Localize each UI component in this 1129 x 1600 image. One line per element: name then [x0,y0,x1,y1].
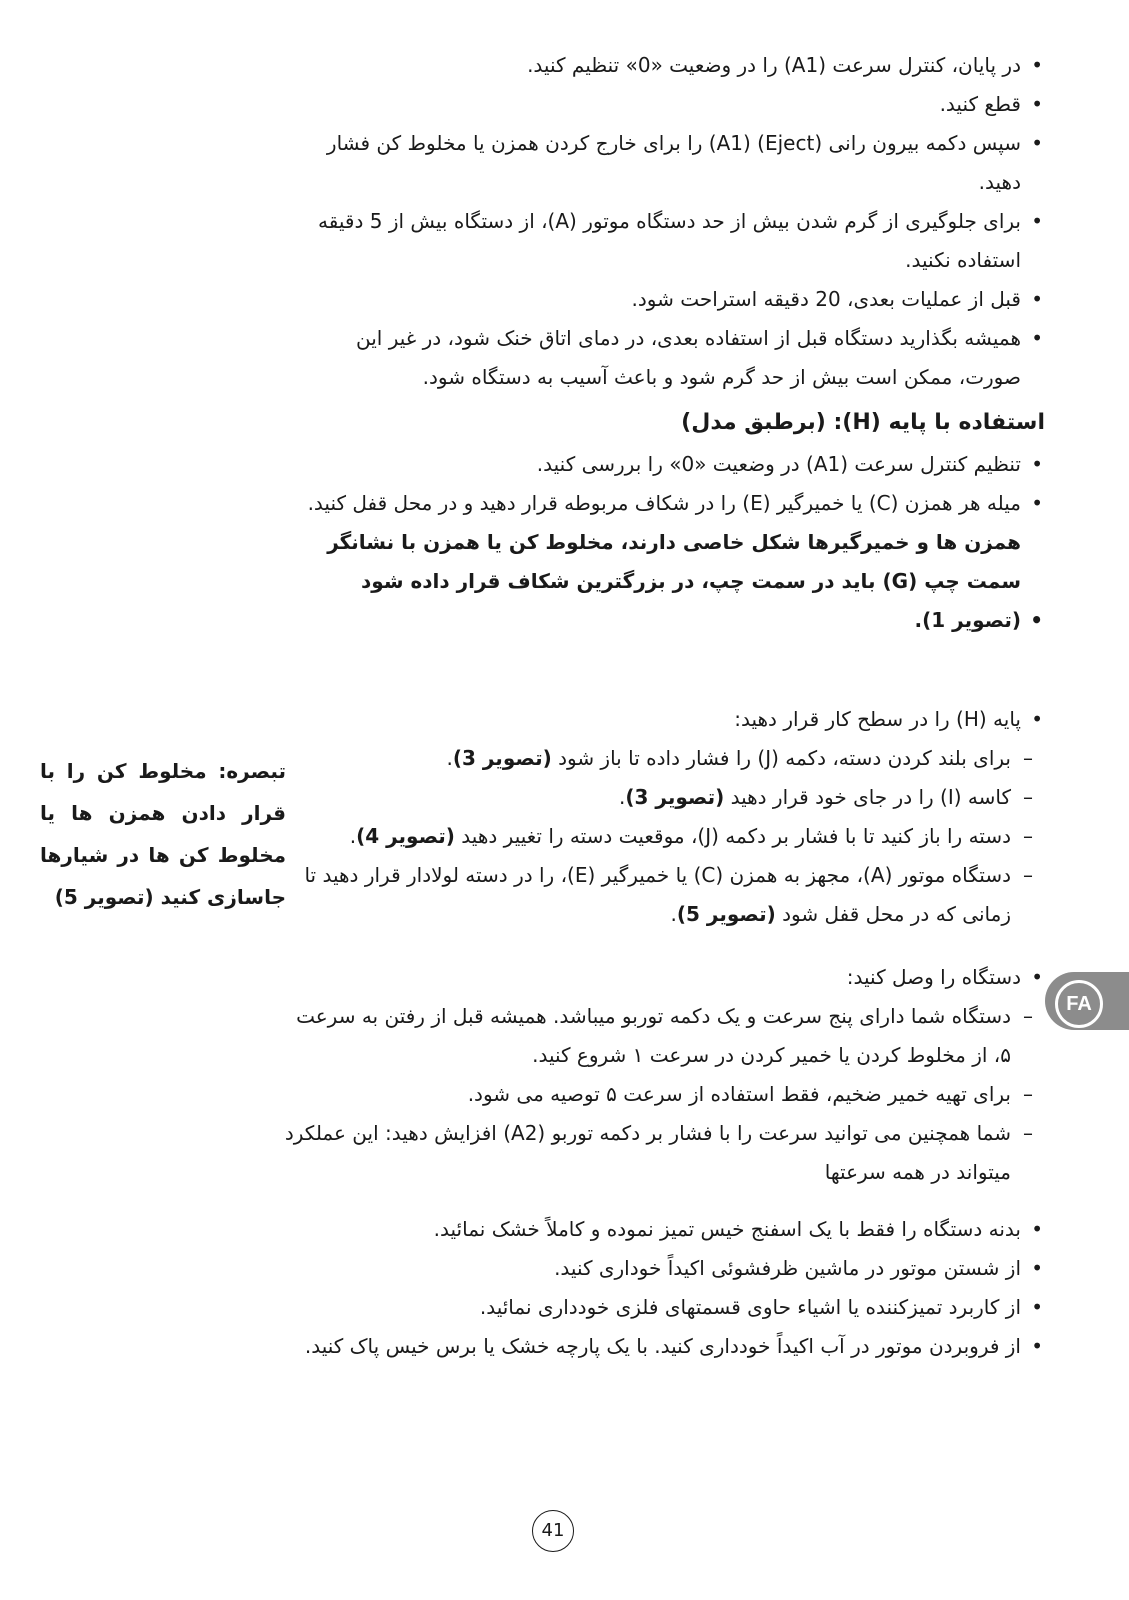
main-text-bottom [280,958,1045,1192]
list-item-end: . [446,746,453,770]
list-item: • در پایان، کنترل سرعت (A1) را در وضعیت «0» تنظیم کنید. [300,46,1045,85]
list-item [290,739,1037,778]
list-item-text: میله هر همزن (C) یا خمیرگیر (E) را در شکاف مربوطه قرار دهید و در محل قفل کنید. [307,490,1021,515]
list-item: • از شستن موتور در ماشین ظرفشوئی اکیداً خوداری کنید. [300,1249,1045,1288]
list-item: – دستگاه شما دارای پنج سرعت و یک دکمه توربو میباشد. همیشه قبل از رفتن به سرعت ۵، از مخلوط کردن یا خمیر کردن در سرعت ۱ شروع کنید. [280,997,1037,1075]
list-item-text: برای بلند کردن دسته، دکمه (J) را فشار داده تا باز شود [551,746,1011,770]
main-text-cleaning [300,1210,1045,1366]
figure-ref: (تصویر 5) [676,902,776,926]
list-item: • برای جلوگیری از گرم شدن بیش از حد دستگاه موتور (A)، از دستگاه بیش از 5 دقیقه استفاده نکنید. [300,202,1045,280]
list-item [290,778,1037,817]
list-item: • همیشه بگذارید دستگاه قبل از استفاده بعدی، در دمای اتاق خنک شود، در غیر این صورت، ممکن است بیش از حد گرم شود و باعث آسیب به دستگاه شود. [300,319,1045,397]
list-item: • از فروبردن موتور در آب اکیداً خودداری کنید. با یک پارچه خشک یا برس خیس پاک کنید. [300,1327,1045,1366]
side-note: تبصره: مخلوط کن را با قرار دادن همزن ها یا مخلوط کن ها در شیارها جاسازی کنید (تصویر 5) [40,759,286,909]
list-item: • سپس دکمه بیرون رانی (Eject) (A1) را برای خارج کردن همزن یا مخلوط کن فشار دهید. [300,124,1045,202]
list-item: • از کاربرد تمیزکننده یا اشیاء حاوی قسمتهای فلزی خودداری نمائید. [300,1288,1045,1327]
list-item-text: دسته را باز کنید تا با فشار بر دکمه (J)، موقعیت دسته را تغییر دهید [454,824,1011,848]
list-item-emphasis: همزن ها و خمیرگیرها شکل خاصی دارند، مخلوط کن یا همزن با نشانگر سمت چپ (G) باید در سمت چپ، در بزرگترین شکاف قرار داده شود [327,529,1021,593]
list-item: • بدنه دستگاه را فقط با یک اسفنج خیس تمیز نموده و کاملاً خشک نمائید. [300,1210,1045,1249]
page-number: 41 [532,1510,574,1552]
list-item: – برای تهیه خمیر ضخیم، فقط استفاده از سرعت ۵ توصیه می شود. [280,1075,1037,1114]
main-text-top [300,46,1045,640]
list-item-end: . [670,902,677,926]
list-item [290,817,1037,856]
list-item: – شما همچنین می توانید سرعت را با فشار بر دکمه توربو (A2) افزایش دهید: این عملکرد میتواند در همه سرعتها [280,1114,1037,1192]
section-heading: استفاده با پایه (H): (برطبق مدل) [681,410,1045,435]
list-item-end: . [349,824,357,848]
list-item-end: . [619,785,626,809]
language-tab [1045,972,1129,1030]
figure-ref: (تصویر 4) [356,824,455,848]
language-tab-label: FA [1055,980,1103,1028]
list-item: • پایه (H) را در سطح کار قرار دهید: [290,700,1045,739]
figure-ref: (تصویر 3) [625,785,725,809]
list-item: • دستگاه را وصل کنید: [280,958,1045,997]
list-item [290,856,1037,934]
list-item: • قطع کنید. [300,85,1045,124]
list-item [300,484,1045,601]
list-item: • قبل از عملیات بعدی، 20 دقیقه استراحت شود. [300,280,1045,319]
list-item-text: کاسه (I) را در جای خود قرار دهید [724,785,1011,809]
main-text-middle [290,700,1045,934]
figure-ref: (تصویر 3) [452,746,552,770]
list-item: • تنظیم کنترل سرعت (A1) در وضعیت «0» را بررسی کنید. [300,445,1045,484]
list-item-text: دستگاه موتور (A)، مجهز به همزن (C) یا خمیرگیر (E)، را در دسته لولادار قرار دهید تا زمانی که در محل قفل شود [304,863,1011,926]
list-item: • (تصویر 1). [300,601,1045,640]
